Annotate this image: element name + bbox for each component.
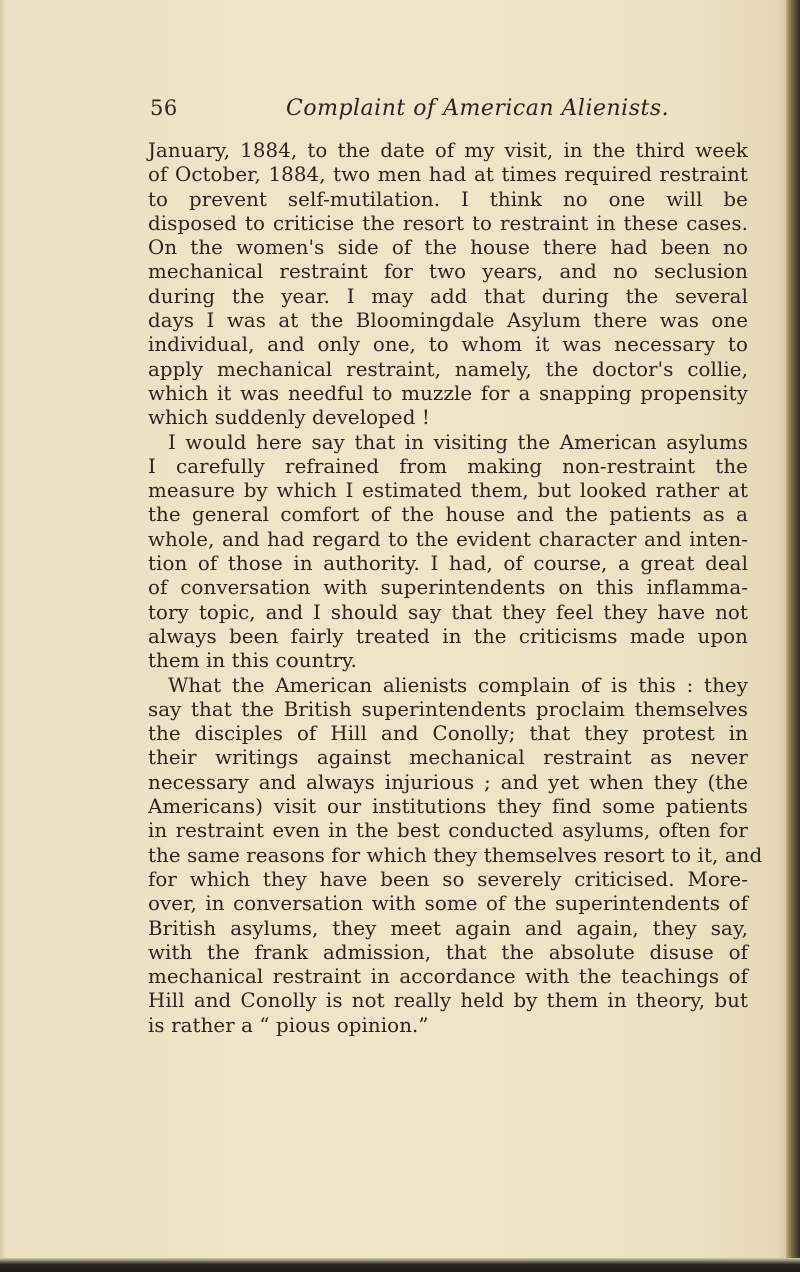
page-number: 56 (150, 96, 178, 120)
paragraph-first-line: I would here say that in visiting the American asylums (168, 430, 748, 454)
text-line: their writings against mechanical restraint as never (148, 746, 748, 770)
page-left-edge (0, 0, 6, 1272)
text-line: Americans) visit our institutions they find some patients (148, 795, 748, 819)
text-line: tion of those in authority. I had, of course, a great deal (148, 552, 748, 576)
text-line: mechanical restraint in accordance with the teachings of (148, 965, 748, 989)
text-line: always been fairly treated in the criticisms made upon (148, 624, 748, 648)
text-line: mechanical restraint for two years, and no seclusion (148, 260, 748, 284)
text-line: over, in conversation with some of the superintendents of (148, 892, 748, 916)
text-line: tory topic, and I should say that they feel they have not (148, 600, 748, 624)
text-line: disposed to criticise the resort to restraint in these cases. (148, 211, 748, 235)
text-line: them in this country. (148, 649, 358, 673)
text-line: of conversation with superintendents on this inflamma- (148, 576, 748, 600)
text-line: with the frank admission, that the absolute disuse of (148, 940, 748, 964)
text-line: which suddenly developed ! (148, 406, 430, 430)
text-line: I carefully refrained from making non-restraint the (148, 454, 748, 478)
page-bottom-edge (0, 1258, 800, 1272)
body-text (148, 139, 763, 1038)
text-line: the disciples of Hill and Conolly; that they protest in (148, 722, 748, 746)
text-line: the same reasons for which they themselves resort to it, and (148, 843, 763, 867)
page-binding-shadow (786, 0, 800, 1272)
text-line: British asylums, they meet again and again, they say, (148, 916, 748, 940)
text-line: is rather a “ pious opinion.” (148, 1013, 429, 1037)
text-line: say that the British superintendents proclaim themselves (148, 697, 748, 721)
text-line: of October, 1884, two men had at times required restraint (148, 163, 748, 187)
text-line: Hill and Conolly is not really held by them in theory, but (148, 989, 748, 1013)
text-line: January, 1884, to the date of my visit, in the third week (148, 139, 748, 162)
text-line: for which they have been so severely criticised. More- (148, 867, 748, 891)
text-line: during the year. I may add that during the several (148, 284, 748, 308)
page-header (150, 96, 750, 132)
text-line: apply mechanical restraint, namely, the doctor's collie, (148, 357, 748, 381)
text-line: to prevent self-mutilation. I think no one will be (148, 187, 748, 211)
text-line: measure by which I estimated them, but looked rather at (148, 479, 748, 503)
running-head: Complaint of American Alienists. (286, 96, 670, 121)
text-line: which it was needful to muzzle for a snapping propensity (148, 381, 748, 405)
text-line: the general comfort of the house and the patients as a (148, 503, 748, 527)
text-line: in restraint even in the best conducted asylums, often for (148, 819, 748, 843)
text-line: On the women's side of the house there had been no (148, 236, 748, 260)
paragraph-first-line: What the American alienists complain of is this : they (168, 673, 748, 697)
text-line: necessary and always injurious ; and yet when they (the (148, 770, 748, 794)
text-line: days I was at the Bloomingdale Asylum there was one (148, 309, 748, 333)
text-line: whole, and had regard to the evident character and inten- (148, 527, 748, 551)
text-line: individual, and only one, to whom it was necessary to (148, 333, 748, 357)
